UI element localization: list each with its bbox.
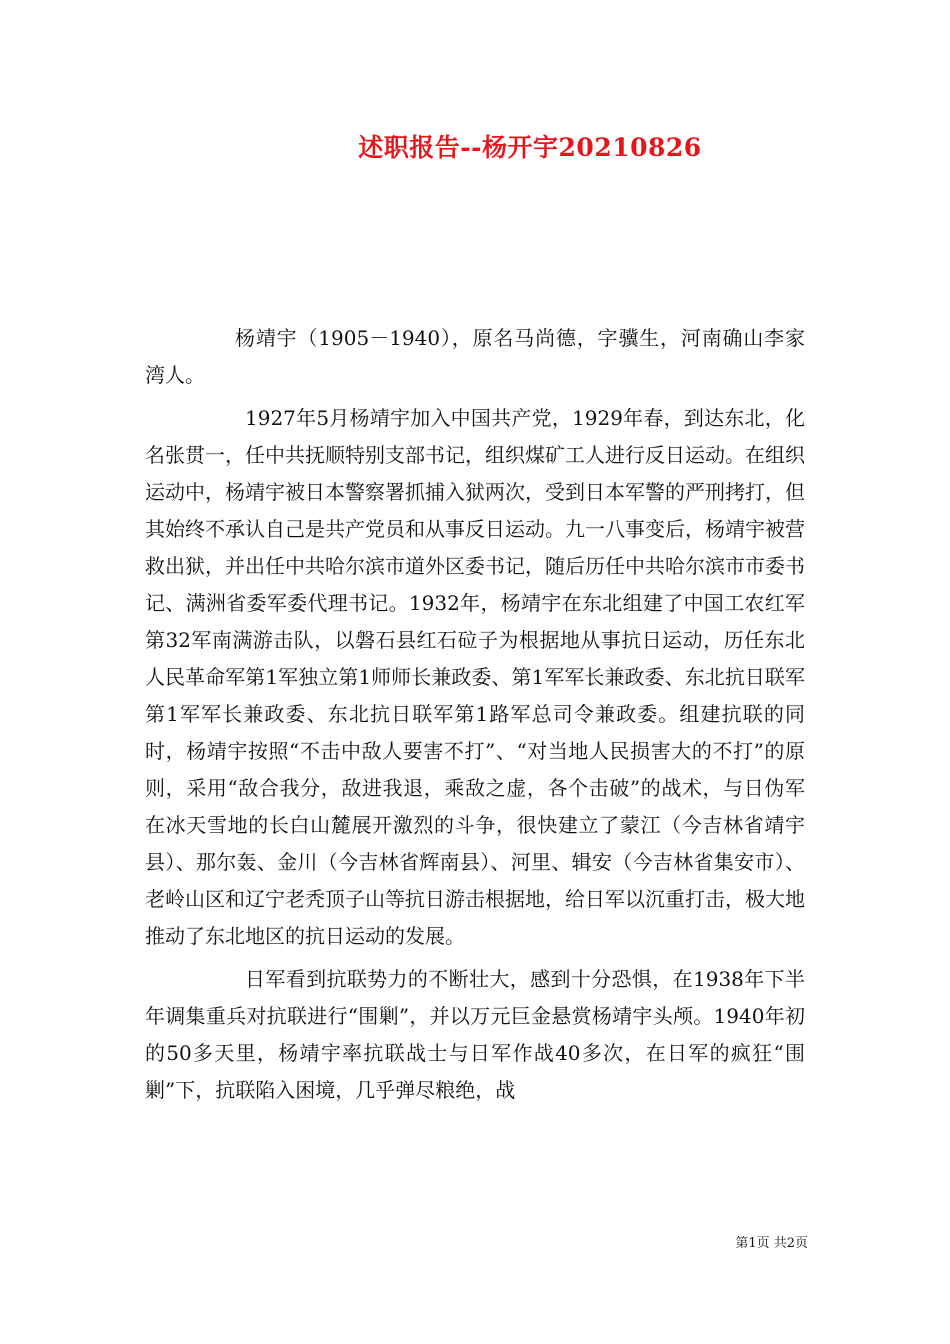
document-title: 述职报告--杨开宇20210826	[358, 133, 702, 162]
paragraph-1: 杨靖宇（1905－1940），原名马尚德，字骥生，河南确山李家湾人。	[145, 326, 805, 387]
paragraph-2: 1927年5月杨靖宇加入中国共产党，1929年春，到达东北，化名张贯一，任中共抚顺特别支部书记，组织煤矿工人进行反日运动。在组织运动中，杨靖宇被日本警察署抓捕入狱两次，受到日本军警的严刑拷打，但其始终不承认自己是共产党员和从事反日运动。九一八事变后，杨靖宇被营救出狱，并出任中共哈尔滨市道外区委书记，随后历任中共哈尔滨市市委书记、满洲省委军委代理书记。1932年，杨靖宇在东北组建了中国工农红军第32军南满游击队，以磐石县红石砬子为根据地从事抗日运动，历任东北人民革命军第1军独立第1师师长兼政委、第1军军长兼政委、东北抗日联军第1军军长兼政委、东北抗日联军第1路军总司令兼政委。组建抗联的同时，杨靖宇按照“不击中敌人要害不打”、“对当地人民损害大的不打”的原则，采用“敌合我分，敌进我退，乘敌之虚，各个击破”的战术，与日伪军在冰天雪地的长白山麓展开激烈的斗争，很快建立了蒙江（今吉林省靖宇县）、那尔轰、金川（今吉林省辉南县）、河里、辑安（今吉林省集安市）、老岭山区和辽宁老秃顶子山等抗日游击根据地，给日军以沉重打击，极大地推动了东北地区的抗日运动的发展。	[145, 406, 805, 948]
paragraph-3: 日军看到抗联势力的不断壮大，感到十分恐惧，在1938年下半年调集重兵对抗联进行“围剿”，并以万元巨金悬赏杨靖宇头颅。1940年初的50多天里，杨靖宇率抗联战士与日军作战40多次，在日军的疯狂“围剿”下，抗联陷入困境，几乎弹尽粮绝，战	[145, 967, 805, 1102]
page-number: 第1页 共2页	[735, 1236, 808, 1251]
document-body	[145, 320, 805, 1115]
